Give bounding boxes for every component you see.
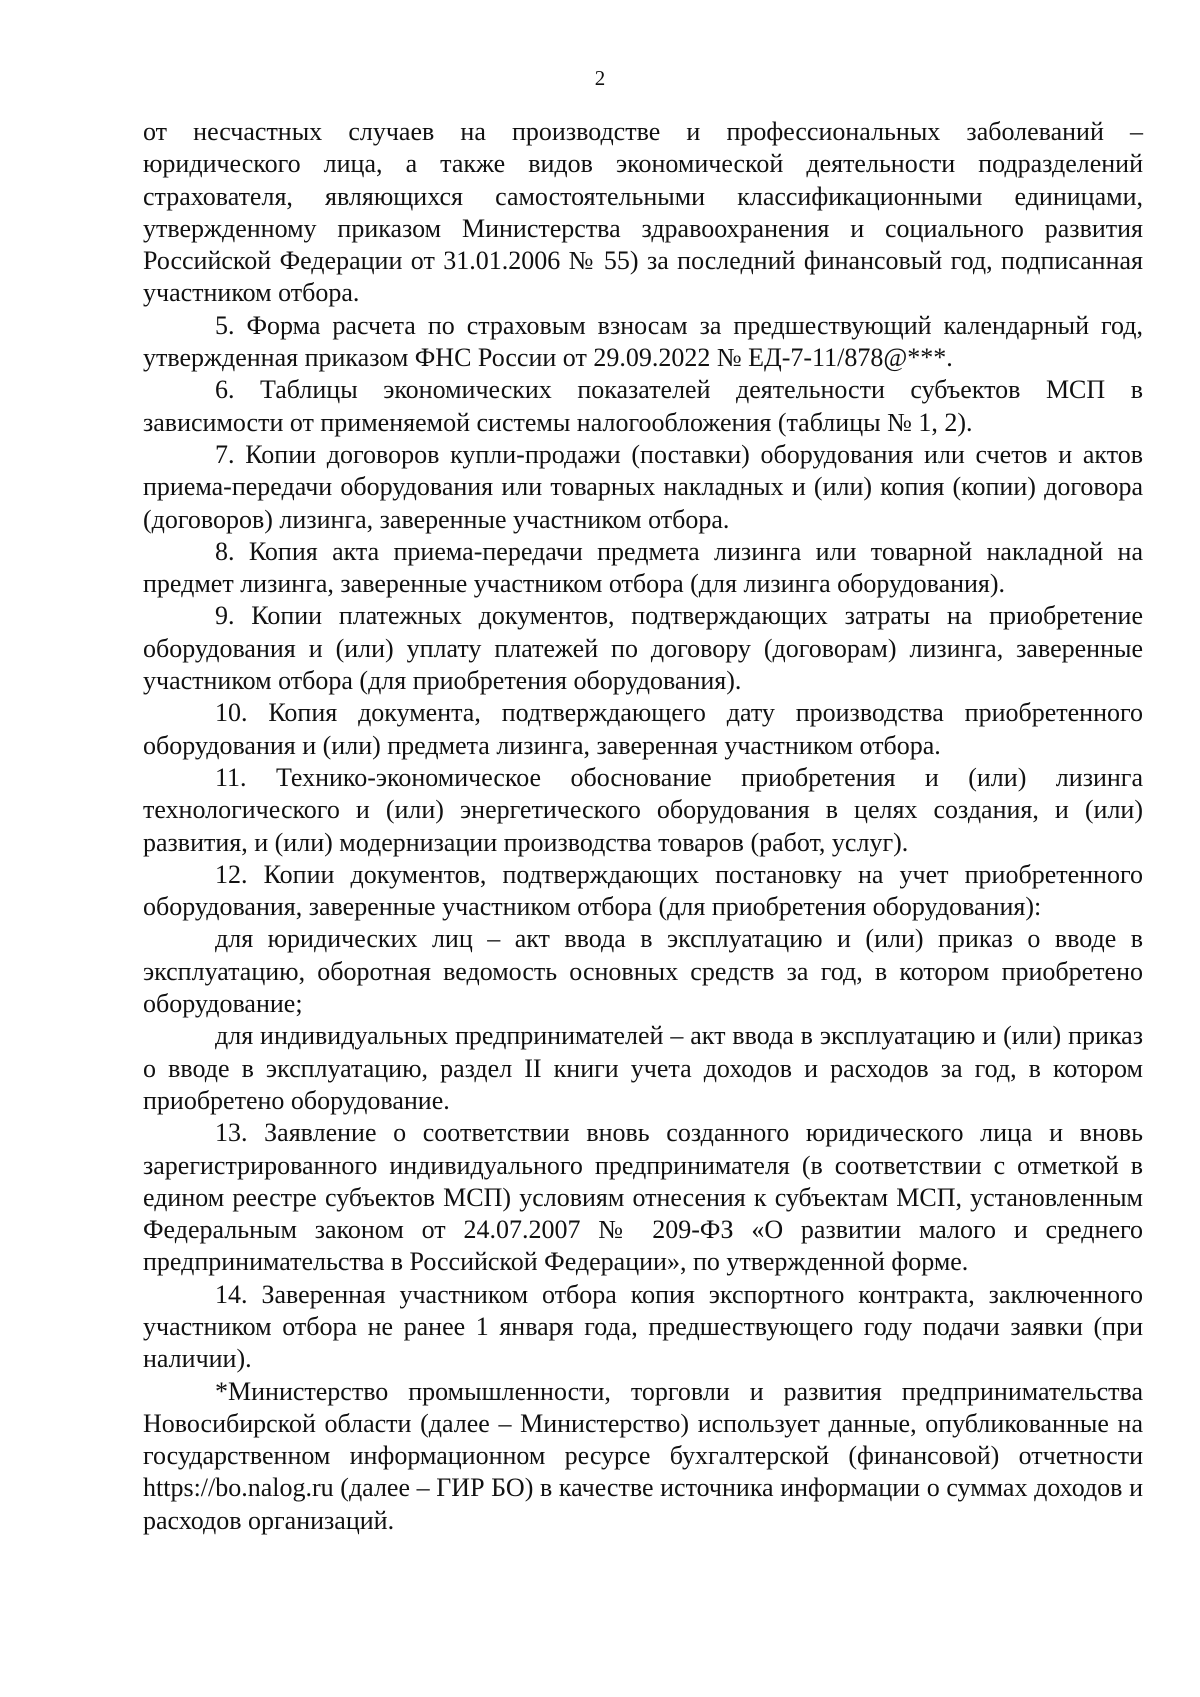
paragraph-item-10: 10. Копия документа, подтверждающего дату производства приобретенного оборудования и (или) предмета лизинга, заверенная участником отбора.: [143, 698, 1143, 760]
paragraph-item-7: 7. Копии договоров купли-продажи (поставки) оборудования или счетов и актов приема-передачи оборудования или товарных накладных и (или) копия (копии) договора (договоров) лизинга, заверенные участником отбора.: [143, 439, 1143, 534]
paragraph-item-6: 6. Таблицы экономических показателей деятельности субъектов МСП в зависимости от применяемой системы налогообложения (таблицы № 1, 2).: [143, 375, 1143, 437]
document-body: [143, 116, 1143, 1537]
paragraph-item-12-legal-entities: для юридических лиц – акт ввода в эксплуатацию и (или) приказ о вводе в эксплуатацию, оборотная ведомость основных средств за год, в котором приобретено оборудование;: [143, 924, 1143, 1019]
footnote-ministry: *Министерство промышленности, торговли и развития предпринимательства Новосибирской области (далее – Министерство) использует данные, опубликованные на государственном информационном ресурсе бухгалтерской (финансовой) отчетности https://bo.nalog.ru (далее – ГИР БО) в качестве источника информации о суммах доходов и расходов организаций.: [143, 1376, 1143, 1535]
paragraph-continuation: от несчастных случаев на производстве и профессиональных заболеваний – юридического лица, а также видов экономической деятельности подразделений страхователя, являющихся самостоятельными классификационными единицами, утвержденному приказом Министерства здравоохранения и социального развития Российской Федерации от 31.01.2006 № 55) за последний финансовый год, подписанная участником отбора.: [143, 117, 1143, 308]
paragraph-item-5: 5. Форма расчета по страховым взносам за предшествующий календарный год, утвержденная приказом ФНС России от 29.09.2022 № ЕД-7-11/878@***.: [143, 310, 1143, 373]
paragraph-item-14: 14. Заверенная участником отбора копия экспортного контракта, заключенного участником отбора не ранее 1 января года, предшествующего году подачи заявки (при наличии).: [143, 1279, 1143, 1374]
paragraph-item-12-individual-entrepreneurs: для индивидуальных предпринимателей – акт ввода в эксплуатацию и (или) приказ о вводе в эксплуатацию, раздел II книги учета доходов и расходов за год, в котором приобретено оборудование.: [143, 1021, 1143, 1115]
paragraph-item-8: 8. Копия акта приема-передачи предмета лизинга или товарной накладной на предмет лизинга, заверенные участником отбора (для лизинга оборудования).: [143, 536, 1143, 599]
paragraph-item-12: 12. Копии документов, подтверждающих постановку на учет приобретенного оборудования, заверенные участником отбора (для приобретения оборудования):: [143, 859, 1143, 922]
paragraph-item-13: 13. Заявление о соответствии вновь созданного юридического лица и вновь зарегистрированного индивидуального предпринимателя (в соответствии с отметкой в едином реестре субъектов МСП) условиям отнесения к субъектам МСП, установленным Федеральным законом от 24.07.2007 № 209-ФЗ «О развитии малого и среднего предпринимательства в Российской Федерации», по утвержденной форме.: [143, 1118, 1143, 1277]
paragraph-item-9: 9. Копии платежных документов, подтверждающих затраты на приобретение оборудования и (или) уплату платежей по договору (договорам) лизинга, заверенные участником отбора (для приобретения оборудования).: [143, 601, 1143, 696]
paragraph-item-11: 11. Технико-экономическое обоснование приобретения и (или) лизинга технологического и (или) энергетического оборудования в целях создания, и (или) развития, и (или) модернизации производства товаров (работ, услуг).: [143, 762, 1143, 857]
page-number: 2: [594, 66, 606, 90]
